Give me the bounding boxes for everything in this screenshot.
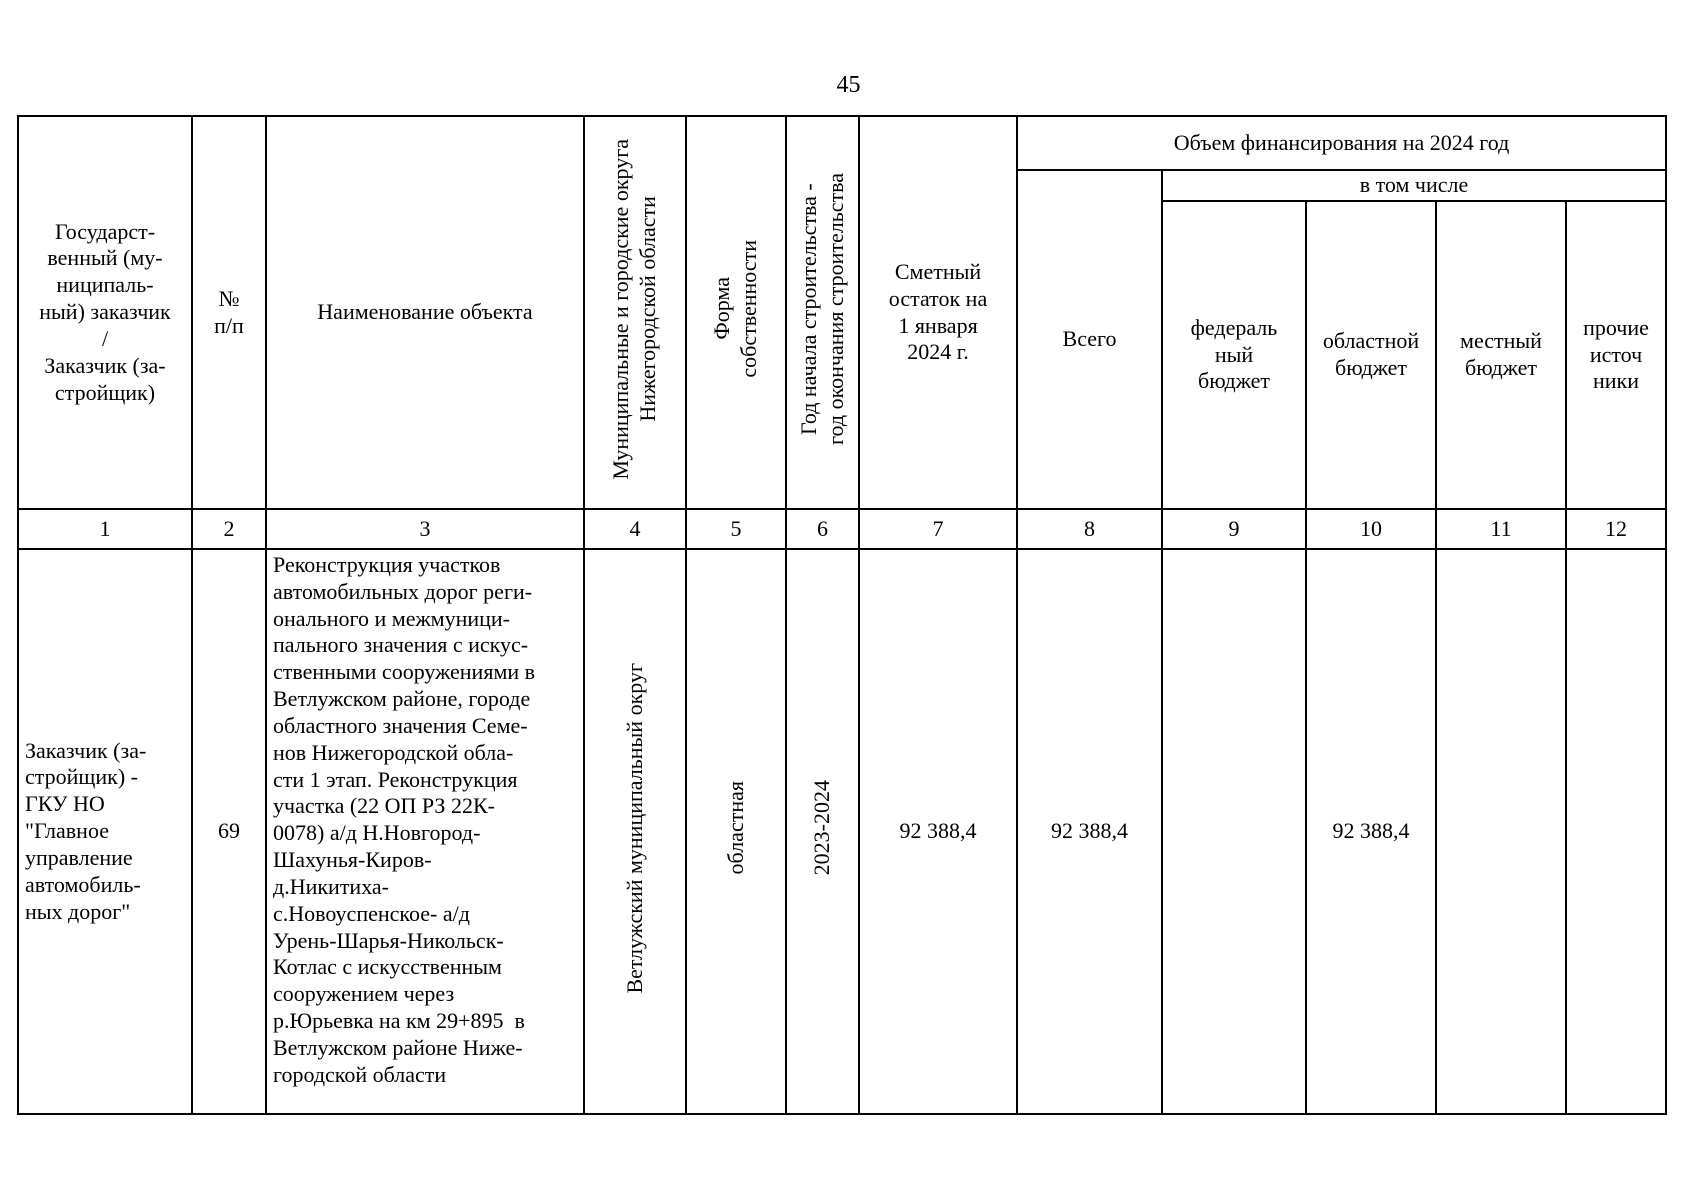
- cell-other: [1566, 549, 1666, 1114]
- header-local: местный бюджет: [1436, 201, 1566, 509]
- header-regional: областной бюджет: [1306, 201, 1436, 509]
- page-number: 45: [836, 72, 861, 98]
- header-federal: федераль ный бюджет: [1162, 201, 1306, 509]
- header-years: Год начала строительства - год окончания строительства: [786, 116, 859, 509]
- table-row: [18, 549, 1666, 1114]
- cell-object-name: Реконструкция участков автомобильных дорог реги- онального и межмуници- пального значения с искус- ственными сооружениями в Ветлужском районе, городе областного значения Семе- нов Нижегородской обла- сти 1 этап. Реконструкция участка (22 ОП РЗ 22К- 0078) а/д Н.Новгород- Шахунья-Киров- д.Никитиха- с.Новоуспенское- а/д Урень-Шарья-Никольск- Котлас с искусственным сооружением через р.Юрьевка на км 29+895 в Ветлужском районе Ниже- городской области: [266, 549, 584, 1114]
- header-municipalities: Муниципальные и городские округа Нижегородской области: [584, 116, 686, 509]
- header-estimate-balance: Сметный остаток на 1 января 2024 г.: [859, 116, 1017, 509]
- column-number: 10: [1306, 509, 1436, 549]
- column-number-row: [18, 509, 1666, 549]
- column-number: 1: [18, 509, 192, 549]
- column-number: 12: [1566, 509, 1666, 549]
- column-number: 9: [1162, 509, 1306, 549]
- header-total: Всего: [1017, 170, 1162, 509]
- cell-ownership: областная: [686, 549, 786, 1114]
- header-number: № п/п: [192, 116, 266, 509]
- cell-years: 2023-2024: [786, 549, 859, 1114]
- header-other: прочие источ ники: [1566, 201, 1666, 509]
- header-ownership: Форма собственности: [686, 116, 786, 509]
- column-number: 3: [266, 509, 584, 549]
- cell-municipality: Ветлужский муниципальный округ: [584, 549, 686, 1114]
- header-object-name: Наименование объекта: [266, 116, 584, 509]
- column-number: 11: [1436, 509, 1566, 549]
- cell-federal: [1162, 549, 1306, 1114]
- column-number: 4: [584, 509, 686, 549]
- cell-total: 92 388,4: [1017, 549, 1162, 1114]
- financing-table: [17, 115, 1667, 1115]
- cell-customer: Заказчик (за- стройщик) - ГКУ НО "Главное управление автомобиль- ных дорог": [18, 549, 192, 1114]
- cell-number: 69: [192, 549, 266, 1114]
- column-number: 8: [1017, 509, 1162, 549]
- cell-estimate-balance: 92 388,4: [859, 549, 1017, 1114]
- column-number: 7: [859, 509, 1017, 549]
- header-including: в том числе: [1162, 170, 1666, 201]
- column-number: 6: [786, 509, 859, 549]
- column-number: 2: [192, 509, 266, 549]
- header-customer: Государст- венный (му- ниципаль- ный) заказчик / Заказчик (за- стройщик): [18, 116, 192, 509]
- column-number: 5: [686, 509, 786, 549]
- cell-regional: 92 388,4: [1306, 549, 1436, 1114]
- cell-local: [1436, 549, 1566, 1114]
- header-funding-group: Объем финансирования на 2024 год: [1017, 116, 1666, 170]
